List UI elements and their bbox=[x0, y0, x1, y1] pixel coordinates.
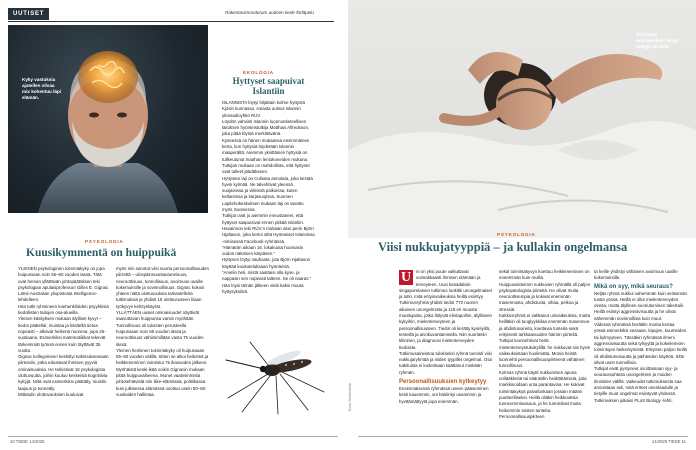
subheading: Persoonallisuuksien kytkeytyy bbox=[399, 379, 487, 386]
mosquito-kicker: EKOLOGIA bbox=[243, 70, 274, 75]
paragraph: Tutkimusryhmä yhdisti tiedot 770 nuoren aikuisen unongelmista ja 118 eri muusta muuttujasta, jotka liittyvät elintapoihin, älylliseen kykyihin, mielenterveyteen ja persoonallisuuteen. Tiedot oli kerätty kyselyillä, testeillä ja aivokuvantamisella. Niin suoritetiin kliininen, ja diagnoosi mielenterveyden tiedoista. bbox=[399, 300, 492, 350]
paragraph: YLEINEN psykologinen toimintakyky on jopa huipussaan noin 55–60 vuoden iässä. Tätä ovat heman yllättävän johtopäätöksen teki psykologian apulaisprofessori Gilles E. Gignac Länsi-Australian yliopistosta Intelligence-lehdelleen. bbox=[18, 266, 109, 303]
page-number: 10 bbox=[10, 439, 15, 444]
paragraph: Hän tutki ryhmineen koehenkilöiden psyykkisiä tiedollisten taitojen osa-alueilla. bbox=[18, 303, 109, 316]
paragraph: Gignac kollegoineen keskittyi tutkimuksessaan piirteisiin, jotka edustavat ihmisen pyyviä ominaisuuksia. He tarkistivat 16 psykologista ulottuvuutta, joihin kuuluu keskeisiä kognitiivia kykyjä. Niitä ovat esimerkiksi päättäly, muistin laajuus ja tunneäly. bbox=[18, 354, 109, 391]
article-column-right-2 bbox=[499, 269, 592, 420]
subheading: Mikä on syy, mikä seuraus? bbox=[594, 283, 673, 290]
footer-label: TIEDE 14/2025 bbox=[15, 439, 45, 444]
paragraph: Kolmas ryhmä käytti nukkumisen apuna unilääkkeitä tai sääntöilin heidtättämisiä, joita markkinoidaan unta parantavina. He kokivat toimintakykyä paivafunkaan jossain määrin puutteelliseksi. Heillä oliäkin heikkouksia tunneomminaisuus, ja he tunnistivat muita heikommin toisten tunteita. Persoonallisuuspiirteen bbox=[499, 369, 587, 419]
paragraph: Myöhäistä keski-ikää voikin Gignacin mukaan pitää huippuvaiheena. Monet vaativimmista johtotehtävistä niin liike-elämässä, politiikassa kuin julkisessa elämässä osottuu usein 50–60-vuotiaiden hallintaa. bbox=[116, 366, 207, 397]
paragraph: Ensimmäisessä ryhmässä uneen pääseminen kesti kauemmin, uni häiriintyi useammin ja hyvttämättyytä jopa enemmän. bbox=[399, 386, 489, 404]
paragraph: Kyseessä on hänen mukaansa ensimmäinen kerta, kun hyttysiä löydetään Islannin maaperältä. Aiemmin yksittäinen hyttysiä on tullkeutunut maahan lentokoneiden mukana. bbox=[222, 137, 310, 162]
mosquito-title: Hyttyset saapuivat Islantiin bbox=[232, 76, 305, 96]
paragraph: Tutkijan mukaan on mahdollista, että hyttyset ovat tulleet jäädäkseen. bbox=[222, 162, 310, 175]
article-column-right-1 bbox=[399, 269, 492, 405]
paragraph: Löydön vahvisti Islannin luonnontieteellisen laitoksen hyönteistutkija Matthias Alfredsson, joka pitää löytöä merkittävänä. bbox=[222, 118, 310, 137]
older-man-illustration bbox=[8, 25, 208, 213]
paragraph: Neljäs ryhmä nukkui vahemmän kuin seitsemän tuntia yössä. Heillä ei ollut mielenterveyden oireita, mutta älyllinen suoriutuminen takertaili. Heillä esiintyi aggressiivisuutta ja he olivat vähemmän sovinnollisia kuin muut. bbox=[594, 290, 687, 321]
article-column-right-3 bbox=[594, 269, 687, 404]
paragraph: sekal toimintakyvyn koettuu heikkeneminen on eneemmän kuin muilla. bbox=[499, 269, 590, 281]
paragraph: “Arvelin heti, mistä saattaisi olla kyse, ja nappasin sen nopeasti talteen. Se oli naaras.” bbox=[222, 270, 312, 282]
photo-caption-right: Erilaisten unvaikeuksin liittyy tiettyjä piirteitä. bbox=[636, 32, 679, 49]
paragraph: Yleisen käsityksen mukaan älylliset kyvyt – tiedot päätellal, muistaa ja käsitellä tietoa nopeasti – alkavat heikenä nuorena, jopa 25-vuotiaana. Esimerkiksi matematiikkat tekevät tärkeimmät työnsä ennen kuin täyttävät 35 vuotta. bbox=[18, 316, 106, 353]
paragraph: ta heille yhdistyi vähäinen avoimuus uusille kokemuksille. bbox=[594, 269, 678, 281]
footer-label: 14/2025 TIEDE bbox=[651, 439, 681, 444]
drop-cap: U bbox=[400, 270, 412, 285]
footer-rule bbox=[8, 436, 338, 437]
paragraph: Tutkimusaineistoa tulokseksi ryhmä tunnisti viisi nukkujaryhmää ja niiden tyypillet ongelmat. Osa tutkituista ei kuitenkaan taiättanut minkään ryhmän. bbox=[399, 350, 492, 375]
article-column-1 bbox=[18, 266, 111, 398]
article-title: Kuusikymmentä on huippuikä bbox=[26, 247, 177, 259]
article-title-right: Viisi nukkujatyyppiä – ja kullakin ongelmansa bbox=[378, 240, 628, 254]
paragraph: “Hämärän aikaan 16. lokakuuta huomasin oudon näköisen kärpäsen.” bbox=[222, 244, 304, 257]
page-number: 11 bbox=[681, 439, 686, 444]
article-kicker-right: PSYKOLOGIA bbox=[497, 232, 536, 237]
paragraph: Mittatulin ulottuvuuksien kuuluivat bbox=[18, 391, 84, 397]
paragraph: Hän löysi tämän jälkeen vielä kaksi muuta hyttysyksilöä. bbox=[222, 282, 304, 294]
paragraph: Kakkosryhmä ei valittanut univaikeuksia, mutta heilläkin oli tuoglyykkilaa enemmän masennus- ja ahdistusoireita, koettavia tunteita sekä erityisesti tarkkaavuuden häiriön piirteitä. Tutkijat luonnehtivat heitä mielenterveystukokylillä: he nukkuvat siis hyvin vaikeuksistaan huolimatta. Monia heistä luonnehti persoonallisuuspiirteenä vähäinen tunnollisuus. bbox=[499, 313, 591, 369]
mosquito-illustration bbox=[220, 336, 330, 416]
photo-credit: Kuva: Shutterstock bbox=[348, 382, 353, 412]
page-footer bbox=[10, 439, 44, 444]
header-rule bbox=[8, 21, 334, 22]
photo-older-man bbox=[8, 25, 208, 213]
paragraph: Tutkijat eivät pystyneet osoittamaan syy- ja seuraussuhteita unongelmien ja muiden ilmiöiden välillä. Vaikeudet tutkimuksesta saa arvioistaan seli, mitä eriteet unenlaadulle ja tietyille muut ongelmat esiintyvät yhdessä. Tutkimuksen julkaisi PLoS Biology -lehti. bbox=[594, 366, 682, 403]
footer-rule bbox=[358, 436, 688, 437]
paragraph: Yleinen henkinen toimintakyky oli huipussaan 55–60 vuoden välillä. Sitten se alkoi heiketnä ja heikkeneminen voimistui 75 ikavuoden jälkeen. bbox=[116, 347, 209, 366]
paragraph: Hyttysten laji on Culiseta annulata, joka kestää hyvin kylmää. Ne talvehtivat yleensä suojaisissa ja viileissä paikoissa, kuten kellareissa ja karjasuojissa. Suomen Lapitehokeskuksen mukaan laji on tavattu myös Suomessa. bbox=[222, 175, 313, 213]
mosquito-column bbox=[222, 100, 315, 295]
paragraph: Havainnon teki RÚV:n mukaan alun perin Björn Hjaltason, joka kertoi sittä Hyönteiset Islannissa -nimisessä Facebook-ryhmässä. bbox=[222, 225, 315, 244]
article-column-2 bbox=[116, 266, 209, 398]
paragraph: Huippuvaisteimm nukkuvien ryhmällä oli paljon psykopatologisia piirteitä. He olivat muita neuroottisempia ja kokivat enemmän masennusta, ahdistusta, vihaa, pelkoa ja stressiä. bbox=[499, 281, 591, 312]
photo-caption: Kyky vastuksia ajatellen vilvaa mix kohentuu läpi elämän. bbox=[22, 77, 62, 100]
paragraph: Tutkijat ovat jo aiemmin ennustaneet, että hyttyset saapuisivat ennen pitkää Islantiin. bbox=[222, 213, 305, 225]
section-badge: UUTISET bbox=[8, 8, 49, 20]
paragraph: Viidessä ryhmässä herättiin monta kertaa yössä esimerkiksi vessaan, kipujen, kuumeiden tai kylmyyteen. Tässäkin ryhmässä ilmeni aggressiivisuutta sekä tylsyyttä ja kokeilemsen toimintojen heikentymistä. Erityisen paljon heillä oli ahdistuneisuutta ja päihteiden käyttöä. Sitte silvat unen tunnollisia. bbox=[594, 322, 687, 365]
paragraph: ISLANNISTA löytyi hiljattain kolme hyttystä Kjósin kunnassa. Asiasta uutisoi Islannin yleisradioyhtiö RÚV. bbox=[222, 100, 305, 118]
article-kicker: PSYKOLOGIA bbox=[85, 239, 124, 244]
paragraph: ni on yksi puute vaikuttavat voimakkaasti ihmisen elämään ja terveyteen. Uusi kanadalais-singaporelainen tutkimus luokittii unongelmaiset ja tutki, mitä erityisvaikeuksia heillä esiintyy. bbox=[399, 269, 492, 300]
page-footer-right bbox=[652, 439, 686, 444]
paragraph: myös niin sanotut viisi suurta persoonallisuuden piirrettä – ulospäinsuuntautuneisuus, neuroottisuus, tunnollisuus, avoimuus uusille kokemuksille ja sovinnollisuus. Gignac kokosi yhteen näitä ulottuvuuksia tarkastelleita tutkimuksia ja yhdisti 16 ulottuvuuteen liiaan työkyvyn kehityskäyrät. bbox=[116, 266, 209, 309]
paragraph: Hyttysen löytyi nauhasta, jota Björn Hjaltason käyttää koukuteluksaan hyönteisiä. bbox=[222, 257, 311, 269]
paragraph: YLLÄTTÄEN uusiet ominaisuudet näyttivät saavuttavan huippunsa varsin myöhään. Tunnollisuus oli tuloisten perusteella huipussaan noin 65 vuoden iässä ja neuroottisuus vähiimmillään vasta 75 vuoden iässä. bbox=[116, 310, 204, 347]
header-note: Rakentavimmotorum uutinen tiede förläpelu bbox=[225, 10, 314, 15]
